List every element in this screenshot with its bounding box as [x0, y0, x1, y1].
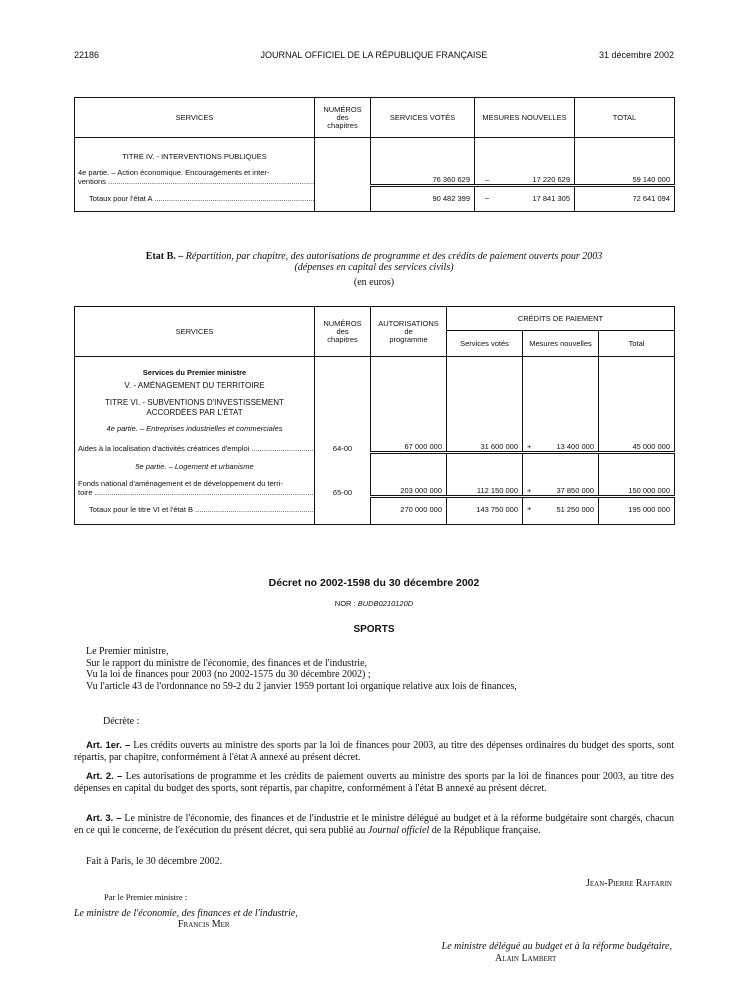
col-services: SERVICES: [75, 307, 315, 357]
intro-line: Le Premier ministre,: [86, 646, 169, 657]
decree-subject: SPORTS: [353, 624, 395, 635]
row2-total: 150 000 000: [628, 486, 670, 495]
col-total: Total: [599, 331, 675, 357]
row-mesures: 17 220 629: [532, 175, 570, 184]
nor-line: [74, 599, 674, 608]
totals-mesures: 17 841 305: [532, 194, 570, 203]
running-header: [74, 50, 674, 62]
table-title-row: [75, 138, 675, 164]
part-5: 5e partie. – Logement et urbanisme: [75, 453, 315, 471]
nor-label: NOR :: [334, 599, 356, 608]
totals-sign: +: [527, 503, 532, 513]
art3-text-1: Le ministre de l'économie, des finances et de l'industrie et le ministre délégué au budget et à la réforme budgétaire sont chargés, chacun en ce qui le concerne, de l'exécution du présent décret, qui sera publié au: [74, 813, 674, 836]
row-total: 59 140 000: [632, 175, 670, 184]
row2-sign: +: [527, 486, 532, 495]
col-mesures: Mesures nouvelles: [523, 331, 599, 357]
part-4: 4e partie. – Entreprises industrielles et commerciales: [75, 421, 315, 437]
table-row: [75, 437, 675, 453]
row2-autorisations: 203 000 000: [371, 471, 447, 497]
titre-iv: TITRE IV. - INTERVENTIONS PUBLIQUES: [75, 138, 315, 164]
etat-b-label: Etat B. –: [145, 251, 184, 262]
row1-chapter: 64-00: [315, 437, 371, 453]
col-mesures: MESURES NOUVELLES: [475, 98, 575, 138]
col-votes: SERVICES VOTÉS: [371, 98, 475, 138]
row-mesures-cell: [475, 164, 575, 186]
col-votes: Services votés: [447, 331, 523, 357]
totals-votes: 143 750 000: [447, 503, 523, 517]
art2-label: Art. 2. –: [86, 771, 123, 782]
art3-italic: Journal officiel: [367, 824, 430, 836]
done-at: Fait à Paris, le 30 décembre 2002.: [86, 856, 223, 867]
intro-line: Vu l'article 43 de l'ordonnance no 59-2 du 2 janvier 1959 portant loi organique relative aux lois de finances,: [86, 680, 517, 692]
col-numeros: NUMÉROS des chapitres: [315, 307, 371, 357]
table-header-row: [75, 307, 675, 331]
intro-line: Vu la loi de finances pour 2003 (no 2002-1575 du 30 décembre 2002) ;: [86, 669, 371, 680]
row1-autorisations: 67 000 000: [371, 437, 447, 453]
subsection-title: V. - AMÉNAGEMENT DU TERRITOIRE: [75, 377, 315, 395]
totals-total: 72 641 094: [632, 194, 670, 203]
etat-b-unit: (en euros): [353, 277, 395, 288]
article-2: [74, 771, 674, 794]
totals-label: Totaux pour le titre VI et l'état B .....: [89, 505, 314, 514]
etat-b-subtitle: (dépenses en capital des services civils): [294, 262, 454, 273]
nor-value: BUDB0210120D: [357, 599, 414, 608]
row1-total: 45 000 000: [632, 442, 670, 451]
row-votes: 76 360 629: [371, 164, 475, 186]
intro-line: Sur le rapport du ministre de l'économie, des finances et de l'industrie,: [86, 657, 368, 669]
col-credits: CRÉDITS DE PAIEMENT: [447, 307, 675, 331]
issue-date: 31 décembre 2002: [598, 50, 674, 60]
table-row: [75, 164, 675, 186]
table-header-row: [75, 98, 675, 138]
row-sign: –: [485, 175, 490, 184]
etat-b-title: Répartition, par chapitre, des autorisations de programme et des crédits de paiement ouverts pour 2003: [185, 251, 603, 262]
titre-vi: TITRE VI. - SUBVENTIONS D'INVESTISSEMENT ACCORDÉES PAR L'ÉTAT: [75, 395, 315, 421]
col-autorisations: AUTORISATIONS de programme: [371, 307, 447, 357]
totals-sign: –: [485, 192, 490, 202]
etat-a-table: [74, 97, 675, 212]
row-label-2: ventions .....: [78, 177, 314, 186]
art1-text: Les crédits ouverts au ministre des sports par la loi de finances pour 2003, au titre des dépenses ordinaires du budget des sports, sont répartis, par chapitre, conformément à l'état A annexé au présent décret.: [74, 740, 675, 763]
row2-votes: 112 150 000: [447, 471, 523, 497]
row1-mesures: 13 400 000: [556, 442, 594, 451]
totals-row: [75, 192, 675, 206]
totals-mesures: 51 250 000: [556, 505, 594, 514]
etat-b-table: [74, 306, 675, 525]
row2-mesures: 37 850 000: [556, 486, 594, 495]
row1-votes: 31 600 000: [447, 437, 523, 453]
minister1-name: Francis Mer: [178, 919, 230, 930]
section-title: Services du Premier ministre: [75, 357, 315, 377]
decrete: Décrète :: [103, 716, 140, 727]
decree-intro: [86, 646, 676, 692]
col-numeros: NUMÉROS des chapitres: [315, 98, 371, 138]
row2-label-2: toire .....: [78, 488, 314, 497]
journal-title: JOURNAL OFFICIEL DE LA RÉPUBLIQUE FRANÇAISE: [260, 50, 488, 60]
row1-sign: +: [527, 442, 532, 451]
totals-votes: 90 482 399: [371, 192, 475, 206]
art3-label: Art. 3. –: [86, 813, 122, 824]
totals-row: [75, 503, 675, 517]
totals-autorisations: 270 000 000: [371, 503, 447, 517]
table-row: [75, 471, 675, 497]
art1-label: Art. 1er. –: [86, 740, 131, 751]
row-label-1: 4e partie. – Action économique. Encouragements et inter-: [78, 167, 270, 177]
etat-b-heading: [74, 251, 674, 288]
row2-label-1: Fonds national d'aménagement et de développement du terri-: [78, 478, 283, 488]
minister2-name: Alain Lambert: [495, 953, 557, 964]
totals-label: Totaux pour l'état A .....: [89, 194, 314, 203]
col-total: TOTAL: [575, 98, 675, 138]
minister2-title: Le ministre délégué au budget et à la réforme budgétaire,: [441, 941, 672, 952]
row2-chapter: 65-00: [315, 471, 371, 497]
totals-total: 195 000 000: [628, 505, 670, 514]
art3-text-2: de la République française.: [431, 824, 541, 836]
row1-label: Aides à la localisation d'activités créatrices d'emploi .....: [78, 444, 314, 453]
decree-title: Décret no 2002-1598 du 30 décembre 2002: [268, 577, 480, 589]
article-3: [74, 813, 674, 836]
par-le-premier-ministre: Par le Premier ministre :: [104, 892, 188, 902]
minister1-title: Le ministre de l'économie, des finances et de l'industrie,: [74, 908, 298, 919]
page-number: 22186: [74, 50, 100, 60]
col-services: SERVICES: [75, 98, 315, 138]
article-1: [74, 740, 674, 763]
signatory: Jean-Pierre Raffarin: [586, 878, 672, 889]
art2-text: Les autorisations de programme et les crédits de paiement ouverts au ministre des sports par la loi de finances pour 2003, au titre des dépenses en capital du budget des sports, sont répartis, par chapitre, conformément à l'état B annexé au présent décret.: [74, 771, 675, 794]
